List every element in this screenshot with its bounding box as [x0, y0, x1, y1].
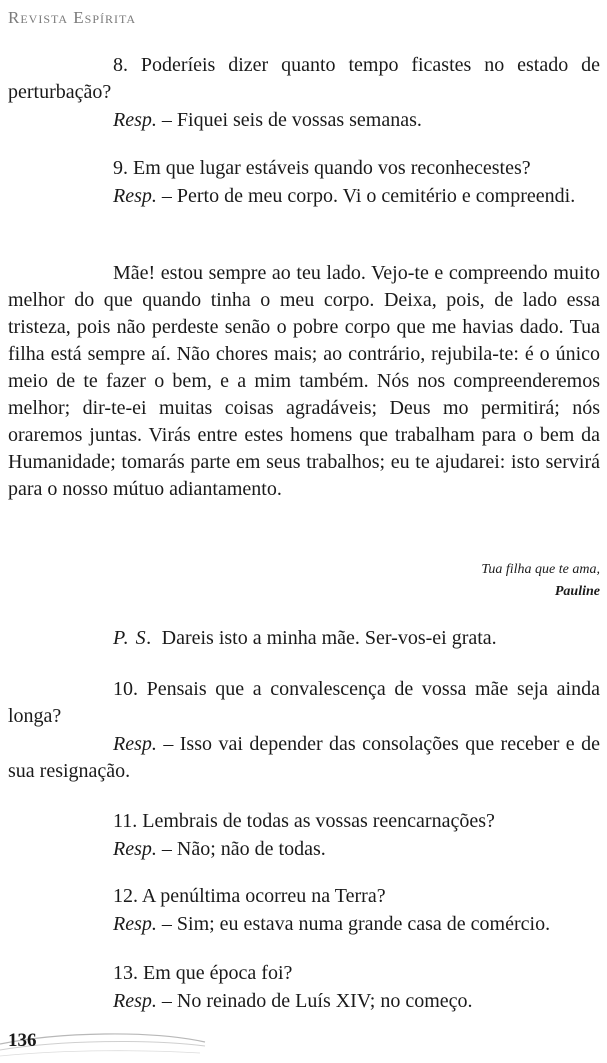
question-13: 13. Em que época foi? — [113, 962, 293, 984]
answer-text: – Perto de meu corpo. Vi o cemitério e compreendi. — [156, 185, 576, 207]
postscript — [113, 625, 497, 652]
question-8: 8. Poderíeis dizer quanto tempo ficastes no estado de perturbação? — [8, 54, 600, 103]
signature-name: Pauline — [554, 584, 600, 599]
answer-text: – Fiquei seis de vossas semanas. — [156, 109, 422, 131]
answer-label: Resp. — [113, 109, 157, 131]
answer-text: – Não; não de todas. — [156, 838, 326, 860]
running-head: Revista Espírita — [8, 8, 137, 27]
answer-label: Resp. — [113, 185, 157, 207]
answer-label: Resp. — [113, 838, 157, 860]
page-number: 136 — [8, 1030, 37, 1051]
answer-10 — [8, 731, 600, 785]
postscript-label: P. S. — [113, 627, 153, 649]
question-9: 9. Em que lugar estáveis quando vos reconhecestes? — [113, 157, 531, 179]
signature-line: Tua filha que te ama, — [481, 562, 600, 577]
answer-8 — [8, 107, 600, 134]
answer-label: Resp. — [113, 990, 157, 1012]
answer-9 — [8, 183, 600, 210]
answer-text: – Sim; eu estava numa grande casa de comércio. — [156, 913, 551, 935]
answer-11 — [8, 836, 600, 863]
question-11: 11. Lembrais de todas as vossas reencarnações? — [113, 810, 495, 832]
answer-text: – No reinado de Luís XIV; no começo. — [156, 990, 473, 1012]
answer-label: Resp. — [113, 913, 157, 935]
answer-label: Resp. — [113, 733, 157, 755]
postscript-text: Dareis isto a minha mãe. Ser-vos-ei grata. — [161, 627, 497, 649]
answer-13 — [8, 988, 600, 1015]
answer-text: – Isso vai depender das consolações que receber e de sua resignação. — [8, 733, 600, 782]
question-10: 10. Pensais que a convalescença de vossa mãe seja ainda longa? — [8, 678, 600, 727]
letter-paragraph: Mãe! estou sempre ao teu lado. Vejo-te e compreendo muito melhor do que quando tinha o meu corpo. Deixa, pois, de lado essa tristeza, pois não perdeste senão o pobre corpo que me havias dado. Tua filha está sempre aí. Não chores mais; ao contrário, rejubila-te: é o único meio de te fazer o bem, e a mim também. Nós nos compreenderemos melhor; dir-te-ei muitas coisas agradáveis; Deus mo permitirá; nós oraremos juntas. Virás entre estes homens que trabalham para o bem da Humanidade; tomarás parte em seus trabalhos; eu te ajudarei: isto servirá para o nosso mútuo adiantamento. — [8, 262, 600, 500]
question-12: 12. A penúltima ocorreu na Terra? — [113, 885, 386, 907]
signature-block — [481, 559, 600, 603]
answer-12 — [8, 911, 600, 938]
